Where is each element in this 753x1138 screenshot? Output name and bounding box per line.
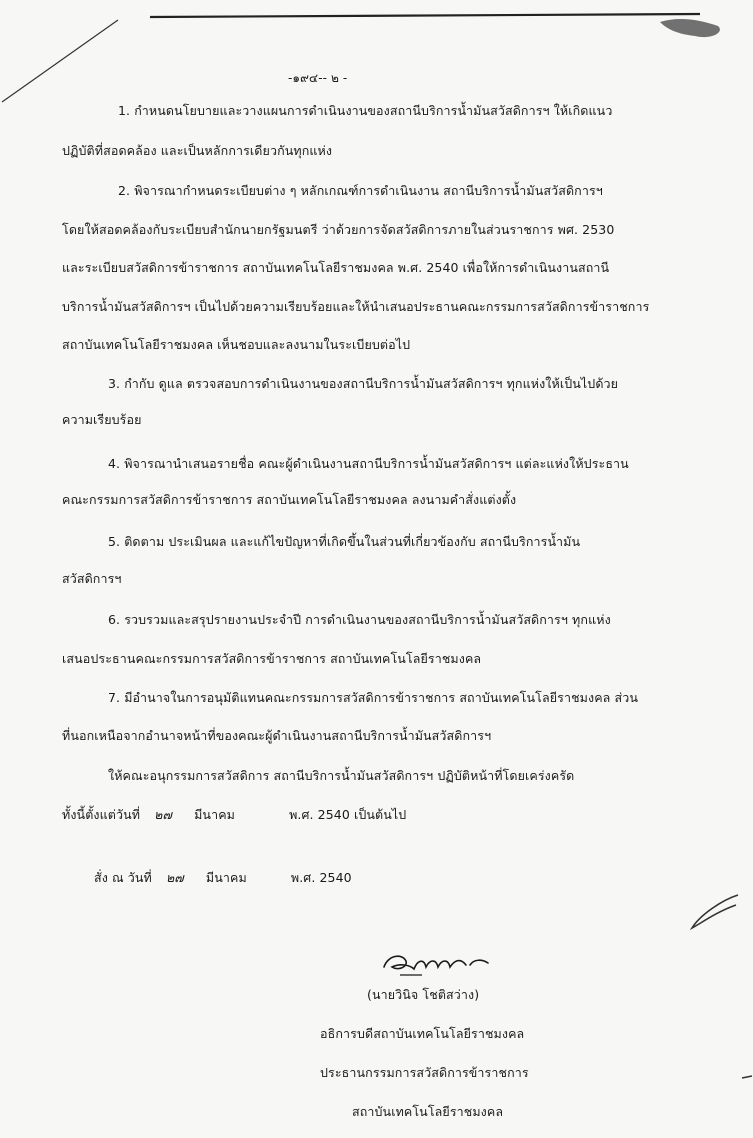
item-2-line-4: บริการน้ำมันสวัสดิการฯ เป็นไปด้วยความเรียบร้อยและให้นำเสนอประธานคณะกรรมการสวัสดิการข้าราชการ	[62, 299, 650, 314]
item-7-line-1: 7. มีอำนาจในการอนุมัติแทนคณะกรรมการสวัสดิการข้าราชการ สถาบันเทคโนโลยีราชมงคล ส่วน	[108, 690, 638, 705]
scan-dash-right	[742, 1076, 752, 1078]
item-1-line-2: ปฏิบัติที่สอดคล้อง และเป็นหลักการเดียวกันทุกแห่ง	[62, 143, 333, 158]
closing-date-day: ๒๗	[154, 807, 173, 822]
scan-line-diagonal	[2, 20, 118, 102]
item-7-line-2: ที่นอกเหนือจากอำนาจหน้าที่ของคณะผู้ดำเนินงานสถานีบริการน้ำมันสวัสดิการฯ	[62, 728, 492, 743]
closing-line-2	[62, 805, 406, 825]
item-3-line-1: 3. กำกับ ดูแล ตรวจสอบการดำเนินงานของสถานีบริการน้ำมันสวัสดิการฯ ทุกแห่งให้เป็นไปด้วย	[108, 376, 619, 391]
handwritten-signature	[378, 945, 508, 979]
item-4-line-1: 4. พิจารณานำเสนอรายชื่อ คณะผู้ดำเนินงานสถานีบริการน้ำมันสวัสดิการฯ แต่ละแห่งให้ประธาน	[108, 456, 629, 471]
order-date-year: พ.ศ. 2540	[290, 870, 352, 885]
item-2-line-5: สถาบันเทคโนโลยีราชมงคล เห็นชอบและลงนามในระเบียบต่อไป	[62, 337, 411, 352]
item-6-line-1: 6. รวบรวมและสรุปรายงานประจำปี การดำเนินงานของสถานีบริการน้ำมันสวัสดิการฯ ทุกแห่ง	[108, 612, 611, 627]
item-5-line-1: 5. ติดตาม ประเมินผล และแก้ไขปัญหาที่เกิดขึ้นในส่วนที่เกี่ยวข้องกับ สถานีบริการน้ำมัน	[108, 534, 581, 549]
item-3-line-2: ความเรียบร้อย	[62, 412, 142, 427]
order-date-prefix: สั่ง ณ วันที่	[94, 870, 152, 885]
item-2-line-3: และระเบียบสวัสดิการข้าราชการ สถาบันเทคโนโลยีราชมงคล พ.ศ. 2540 เพื่อให้การดำเนินงานสถานี	[62, 260, 610, 275]
closing-line-1: ให้คณะอนุกรรมการสวัสดิการ สถานีบริการน้ำมันสวัสดิการฯ ปฏิบัติหน้าที่โดยเคร่งครัด	[108, 768, 575, 783]
scan-line-top	[150, 14, 700, 17]
item-6-line-2: เสนอประธานคณะกรรมการสวัสดิการข้าราชการ สถาบันเทคโนโลยีราชมงคล	[62, 651, 482, 666]
order-date-day: ๒๗	[165, 870, 184, 885]
order-date	[94, 868, 352, 888]
item-1-line-1: 1. กำหนดนโยบายและวางแผนการดำเนินงานของสถานีบริการน้ำมันสวัสดิการฯ ให้เกิดแนว	[118, 103, 613, 118]
item-2-line-1: 2. พิจารณากำหนดระเบียบต่าง ๆ หลักเกณฑ์การดำเนินงาน สถานีบริการน้ำมันสวัสดิการฯ	[118, 183, 603, 198]
page-number: -๑๙๔-- ๒ -	[288, 71, 348, 85]
scan-smudge-top-right	[660, 19, 720, 37]
signer-name: (นายวินิจ โชติสว่าง)	[367, 987, 480, 1002]
item-5-line-2: สวัสดิการฯ	[62, 571, 122, 586]
signer-title-3: สถาบันเทคโนโลยีราชมงคล	[352, 1104, 504, 1119]
closing-date-month: มีนาคม	[194, 807, 235, 822]
closing-date-prefix: ทั้งนี้ตั้งแต่วันที่	[62, 807, 141, 822]
signer-title-1: อธิการบดีสถาบันเทคโนโลยีราชมงคล	[320, 1026, 525, 1041]
order-date-month: มีนาคม	[205, 870, 247, 885]
closing-date-suffix: พ.ศ. 2540 เป็นต้นไป	[289, 807, 407, 822]
item-4-line-2: คณะกรรมการสวัสดิการข้าราชการ สถาบันเทคโนโลยีราชมงคล ลงนามคำสั่งแต่งตั้ง	[62, 492, 517, 507]
item-2-line-2: โดยให้สอดคล้องกับระเบียบสำนักนายกรัฐมนตรี ว่าด้วยการจัดสวัสดิการภายในส่วนราชการ พศ. 2530	[62, 222, 615, 237]
scan-mark-right	[692, 895, 738, 928]
signer-title-2: ประธานกรรมการสวัสดิการข้าราชการ	[320, 1065, 529, 1080]
